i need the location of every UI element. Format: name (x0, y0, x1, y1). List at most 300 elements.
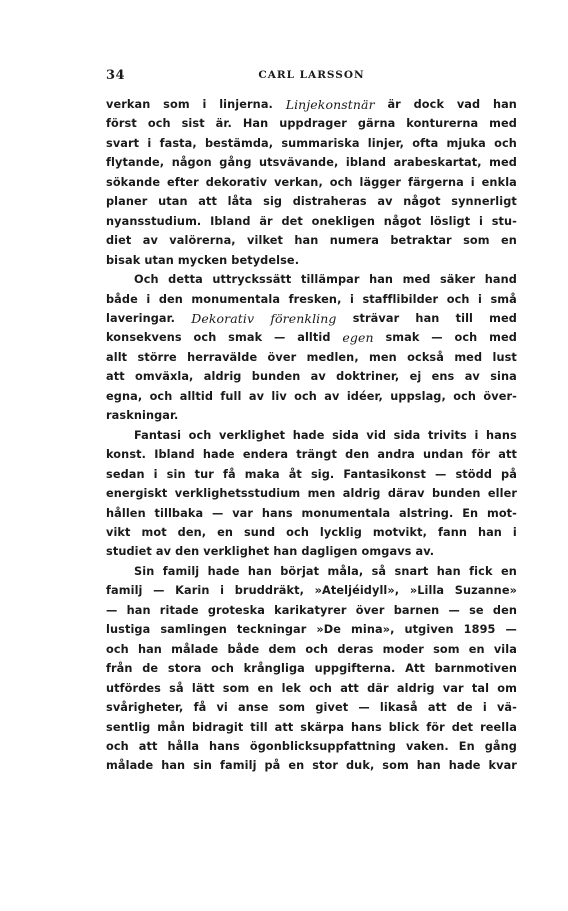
text-line (106, 192, 517, 211)
word: i (147, 136, 152, 150)
word: familj (106, 584, 143, 598)
word: som (278, 701, 306, 715)
text-line (106, 659, 517, 678)
text-line (106, 231, 517, 250)
word: maka (244, 467, 280, 481)
word: utan (158, 195, 188, 209)
word: tillämpar (300, 273, 360, 287)
word: betraktar (390, 234, 452, 248)
word: något (383, 214, 422, 228)
word: låta (227, 195, 253, 209)
word: undan (423, 448, 464, 462)
word: vid (366, 428, 387, 442)
text-line (106, 601, 517, 620)
word: lätt (191, 681, 215, 695)
word: Och (134, 273, 159, 287)
word: alstring. (399, 506, 454, 520)
word: en (288, 759, 305, 773)
word: både (106, 292, 138, 306)
text-line (106, 153, 517, 172)
word: 1895 (463, 623, 496, 637)
word: i (478, 292, 482, 306)
word: han (416, 759, 441, 773)
word: onekligen (311, 214, 376, 228)
word: därav (387, 487, 425, 501)
word: sist (181, 117, 205, 131)
word: med (489, 331, 517, 345)
word: en (500, 564, 517, 578)
word: dem (268, 642, 297, 656)
word: lust (492, 350, 517, 364)
word: att (138, 739, 158, 753)
word: omväxla, (135, 370, 194, 384)
italic-word: Dekorativ (191, 310, 255, 326)
word: monumentala (301, 506, 391, 520)
word: vad (456, 98, 481, 111)
word: med (454, 350, 483, 364)
word: Fantasi (134, 428, 182, 442)
word: åt (288, 467, 302, 481)
word: gång (219, 156, 252, 170)
word: gärna (357, 117, 396, 131)
word: att (198, 195, 217, 209)
word: sida (332, 428, 359, 442)
text-line (106, 620, 517, 639)
word: barnen (393, 603, 440, 617)
word: sina (490, 370, 517, 384)
word: av (142, 234, 158, 248)
word: hålla (167, 739, 200, 753)
word: eller (487, 487, 517, 501)
word: tur (194, 467, 214, 481)
word: mot- (486, 506, 517, 520)
word: och (453, 389, 477, 403)
text-line (106, 134, 517, 153)
word: vilket (247, 234, 284, 248)
word: till (455, 311, 474, 325)
word: »Lilla (409, 584, 445, 598)
word: de (456, 701, 473, 715)
word: mina», (351, 623, 395, 637)
word: av (324, 389, 340, 403)
word: var (232, 506, 254, 520)
word: målade (171, 642, 219, 656)
word: sin (166, 467, 186, 481)
word: liv (271, 389, 287, 403)
word: hans (261, 506, 293, 520)
word: men (369, 350, 397, 364)
word: som (463, 234, 490, 248)
word: efter (167, 175, 199, 189)
word: uppdrager (279, 117, 347, 131)
word: större (137, 350, 177, 364)
word: verkan, (274, 175, 323, 189)
word: små (490, 292, 517, 306)
word: planer (106, 195, 148, 209)
word: mot (141, 525, 167, 539)
word: konst. (106, 448, 147, 462)
word: synnerligt (451, 195, 517, 209)
word: mån (157, 720, 186, 734)
word: som (433, 642, 460, 656)
word: hans (209, 739, 240, 753)
text-line (106, 367, 517, 386)
word: verklighet (219, 428, 286, 442)
word: för (471, 448, 491, 462)
word: en (257, 681, 274, 695)
text-line (106, 484, 517, 503)
word: och (446, 292, 470, 306)
word: är. (215, 117, 232, 131)
italic-word: egen (342, 330, 374, 346)
word: distraheras (292, 195, 367, 209)
text-line (106, 251, 517, 270)
word: i (474, 428, 479, 442)
word: och (329, 175, 353, 189)
word: svart (106, 136, 140, 150)
word: stu- (491, 214, 517, 228)
word: att (274, 720, 294, 734)
word: mjuka (446, 136, 486, 150)
word: i (202, 98, 207, 111)
word: han (415, 311, 440, 325)
word: aldrig (342, 487, 381, 501)
word: och (106, 739, 129, 753)
page-number: 34 (106, 68, 126, 83)
word: om (497, 681, 517, 695)
word: vi (216, 701, 228, 715)
word: och (454, 331, 478, 345)
word: på (264, 759, 281, 773)
word: familj (162, 564, 200, 578)
word: trivits (427, 428, 467, 442)
word: utgiven (404, 623, 454, 637)
word: att (498, 448, 517, 462)
word: fresken, (288, 292, 342, 306)
word: gång (484, 739, 517, 753)
word: sedan (106, 467, 145, 481)
word: fann (437, 525, 467, 539)
word: sin (193, 759, 213, 773)
word: — (431, 331, 443, 345)
body-text (106, 95, 517, 776)
word: doktriner, (336, 370, 400, 384)
word: hade (202, 448, 235, 462)
word: aldrig (203, 370, 242, 384)
text-line (106, 95, 517, 114)
word: han (247, 564, 272, 578)
word: verkan (106, 98, 151, 111)
word: utfördes (106, 681, 161, 695)
word: och (305, 642, 329, 656)
word: valörerna, (169, 234, 236, 248)
word: studiet av den verklighet han dagligen omgavs av. (106, 545, 435, 559)
word: strävar (352, 311, 400, 325)
word: med (489, 156, 517, 170)
word: från (106, 662, 133, 676)
text-line (106, 718, 517, 737)
word: endera (242, 448, 289, 462)
text-line (106, 348, 517, 367)
word: uttryckssätt (212, 273, 292, 287)
word: Suzanne» (454, 584, 517, 598)
word: Ibland (210, 214, 251, 228)
word: samlingen (160, 623, 227, 637)
word: lek (281, 681, 301, 695)
text-line (106, 679, 517, 698)
word: En (462, 506, 479, 520)
word: en (500, 234, 517, 248)
word: tal (471, 681, 490, 695)
word: att (340, 681, 359, 695)
word: stödd (455, 467, 493, 481)
word: han (492, 98, 517, 111)
word: alltid (297, 331, 331, 345)
word: barnmotiven (434, 662, 517, 676)
word: allt (106, 350, 128, 364)
word: den (158, 292, 183, 306)
word: ibland (345, 156, 387, 170)
word: men (307, 487, 336, 501)
word: krångliga (243, 662, 305, 676)
word: utsvävande, (259, 156, 339, 170)
text-line (106, 212, 517, 231)
word: han (126, 603, 151, 617)
word: och (106, 642, 129, 656)
word: det (451, 720, 474, 734)
word: arabeskartat, (393, 156, 482, 170)
word: där (367, 681, 389, 695)
text-line (106, 387, 517, 406)
word: i (220, 584, 225, 598)
word: över- (483, 389, 517, 403)
word: aldrig (396, 681, 435, 695)
word: uppslag, (390, 389, 446, 403)
word: han (477, 525, 502, 539)
word: likaså (379, 701, 418, 715)
word: hand (484, 273, 517, 287)
text-line (106, 737, 517, 756)
word: av (377, 195, 393, 209)
word: Ibland (154, 448, 195, 462)
word: lycklig (319, 525, 362, 539)
word: en (217, 525, 233, 539)
word: bestämda, (204, 136, 274, 150)
word: givet (315, 701, 349, 715)
word: av (310, 370, 326, 384)
word: konturerna (406, 117, 479, 131)
word: alltid (179, 389, 214, 403)
page-header (106, 68, 517, 88)
word: något (403, 195, 441, 209)
word: ej (409, 370, 422, 384)
word: — (274, 331, 286, 345)
word: med (489, 117, 517, 131)
word: smak (385, 331, 420, 345)
text-line (106, 290, 517, 309)
word: vikt (106, 525, 131, 539)
word: måla, (327, 564, 364, 578)
word: hans (486, 428, 517, 442)
word: på (501, 467, 517, 481)
word: tillbaka (154, 506, 204, 520)
word: över (355, 603, 385, 617)
word: bunden (431, 487, 481, 501)
word: som (163, 98, 190, 111)
word: Han (242, 117, 269, 131)
text-line (106, 114, 517, 133)
word: ögonblicksuppfattning (249, 739, 396, 753)
text-line (106, 465, 517, 484)
word: så (169, 681, 184, 695)
word: den, (177, 525, 207, 539)
text-line (106, 542, 517, 561)
word: också (407, 350, 444, 364)
word: och (188, 428, 212, 442)
word: enkla (481, 175, 517, 189)
word: han (161, 759, 186, 773)
word: lösligt (429, 214, 471, 228)
text-line (106, 581, 517, 600)
word: dekorativ (205, 175, 268, 189)
word: raskningar. (106, 409, 179, 423)
word: de (142, 662, 159, 676)
word: Fantasikonst (343, 467, 427, 481)
word: över (267, 350, 297, 364)
word: med (489, 311, 517, 325)
word: — (106, 603, 118, 617)
word: skärpa (300, 720, 345, 734)
word: vaken. (405, 739, 449, 753)
word: få (193, 701, 207, 715)
word: bisak utan mycken betydelse. (106, 253, 300, 267)
word: stora (167, 662, 202, 676)
word: sökande (106, 175, 161, 189)
word: numera (329, 234, 380, 248)
word: vä- (496, 701, 517, 715)
italic-word: Linjekonstnär (285, 97, 375, 112)
word: sida (393, 428, 421, 442)
text-line (106, 640, 517, 659)
text-line (106, 406, 517, 425)
word: bruddräkt, (234, 584, 305, 598)
word: fasta, (159, 136, 197, 150)
word: att (106, 370, 125, 384)
word: och (147, 117, 171, 131)
text-line (106, 698, 517, 717)
word: är (259, 214, 273, 228)
italic-word: förenkling (270, 310, 337, 326)
word: teckningar (236, 623, 307, 637)
text-line (106, 328, 517, 347)
text-line (106, 523, 517, 542)
word: den (492, 603, 517, 617)
word: hade (292, 428, 325, 442)
word: — (448, 603, 460, 617)
word: få (222, 467, 236, 481)
word: hållen (106, 506, 146, 520)
word: en (468, 642, 485, 656)
text-line (106, 173, 517, 192)
word: trängt (296, 448, 337, 462)
word: detta (168, 273, 203, 287)
word: summariska (281, 136, 360, 150)
word: börjat (280, 564, 320, 578)
word: uppgifterna. (314, 662, 396, 676)
word: hade (207, 564, 240, 578)
word: hade (448, 759, 481, 773)
word: i (349, 292, 354, 306)
word: var (442, 681, 464, 695)
word: bidragit (191, 720, 244, 734)
word: i (478, 214, 483, 228)
word: Sin (134, 564, 155, 578)
word: sund (243, 525, 276, 539)
word: säker (439, 273, 476, 287)
word: och (286, 525, 309, 539)
word: full (220, 389, 242, 403)
word: och (149, 389, 173, 403)
word: och (294, 389, 317, 403)
word: idéer, (346, 389, 383, 403)
word: han (294, 234, 319, 248)
word: både (227, 642, 260, 656)
word: linjerna. (219, 98, 273, 111)
word: medlen, (306, 350, 359, 364)
word: laveringar. (106, 311, 176, 325)
word: andra (377, 448, 415, 462)
word: blick (388, 720, 420, 734)
word: han (137, 642, 162, 656)
word: till (250, 720, 268, 734)
word: ens (431, 370, 455, 384)
word: reella (480, 720, 517, 734)
text-line (106, 309, 517, 328)
word: — (153, 584, 165, 598)
word: — (211, 506, 224, 520)
text-line (106, 426, 517, 445)
word: och (309, 681, 332, 695)
word: så (371, 564, 387, 578)
word: snart (394, 564, 429, 578)
word: av (464, 370, 480, 384)
word: i (146, 292, 151, 306)
word: han (369, 273, 394, 287)
word: se (469, 603, 484, 617)
word: Karin (175, 584, 210, 598)
word: diet (106, 234, 132, 248)
word: i (512, 525, 517, 539)
word: någon (171, 156, 212, 170)
word: hans (350, 720, 382, 734)
word: sig (263, 195, 283, 209)
word: och (193, 331, 217, 345)
word: energiskt (106, 487, 168, 501)
word: flytande, (106, 156, 165, 170)
word: av (248, 389, 265, 403)
word: konsekvens (106, 331, 182, 345)
word: »Ateljéidyll», (314, 584, 400, 598)
word: i (470, 175, 475, 189)
word: — (358, 701, 370, 715)
word: stafflibilder (362, 292, 439, 306)
word: sig. (310, 467, 335, 481)
word: och (211, 662, 234, 676)
text-line (106, 562, 517, 581)
word: motvikt, (372, 525, 428, 539)
word: är (387, 98, 401, 111)
running-title: CARL LARSSON (258, 69, 365, 81)
